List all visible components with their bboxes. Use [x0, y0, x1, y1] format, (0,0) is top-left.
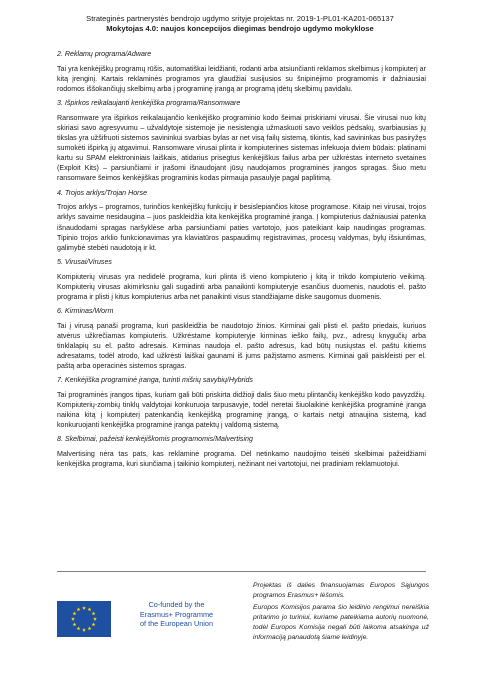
section-paragraph: Malvertising nėra tas pats, kas reklaminė programa. Dėl netinkamo naudojimo teisėti skelbimai pažeidžiami kenkėjiška programa, kuri siunčiama į taikinio kompiuterį, nežinant nei vartotojui, nei pradiniam reklamuotojui.	[57, 450, 426, 469]
project-subtitle: Mokytojas 4.0: naujos koncepcijos diegimas bendrojo ugdymo mokyklose	[106, 23, 374, 33]
section-title: 6. Kirminas/Worm	[57, 306, 114, 315]
eu-cofunding-logo	[57, 600, 232, 642]
eu-flag-icon	[57, 601, 111, 637]
eu-cofunding-text	[119, 600, 234, 629]
section-title: 4. Trojos arklys/Trojan Horse	[57, 188, 148, 197]
section-trojan	[57, 189, 426, 253]
footer-divider	[57, 571, 426, 572]
project-title: Strateginės partnerystės bendrojo ugdymo srityje projektas nr. 2019-1-PL01-KA201-065137	[86, 14, 394, 23]
disclaimer-paragraph: Europos Komisijos parama šio leidinio rengimui nereiškia pritarimo jo turiniui, kuriame pateikiama autorių nuomonė, todėl Europos Komisija negali būti laikoma atsakinga už informaciją panaudotą šiame leidinyje.	[253, 603, 429, 641]
eu-text-line: Co-funded by the	[148, 600, 205, 609]
section-worm	[57, 307, 426, 371]
eu-text-line: of the European Union	[139, 619, 214, 629]
section-hybrids	[57, 376, 426, 430]
section-title: 3. Išpirkos reikalaujanti kenkėjiška programa/Ransomware	[57, 99, 241, 108]
page-header	[60, 14, 420, 33]
eu-text-line: Erasmus+ Programme	[139, 609, 214, 619]
section-paragraph: Tai į virusą panaši programa, kuri paskleidžia be naudotojo žinios. Kirminai gali plisti el. pašto priedais, kuriuos atvėrus užkrečiamas kompiuteris. Užkrėstame kompiuteryje kirminas ieško failų, pvz., adresų knygučių arba tinklalapių su el. pašto adresais. Kirminas naudoja el. pašto adresus, kad būtų nusiųstas el. paštu kitiems adresatams, todėl atrodo, kad užkrėsti laiškai gaunami iš jums pažįstamo asmens. Kirminai gali paisklеisti per el. paštą arba operacinės sistemos spragas.	[57, 321, 426, 371]
section-adware	[57, 50, 426, 94]
section-ransomware	[57, 99, 426, 183]
section-paragraph: Trojos arklys – programos, turinčios kenkėjiškų funkcijų ir besislepiančios kitose programose. Kitaip nei virusai, trojos arklys savaime nesidaugina – juos paskleidžia kita kenkėjiška programinė įranga. Į kompiuterius dažniausiai patenka išnaudodami spragas naršyklėse arba parsiunčiami paties vartotojo, juos pateikiant kaip naudingas programas. Tipinio trojos arkliо funkcionavimas yra klaviatūros paspaudimų registravimas, procesų valdymas, bylų išsiuntimas, galimybė stebėti naudotoją ir kt.	[57, 203, 426, 252]
section-malvertising	[57, 435, 426, 469]
section-paragraph: Kompiuterių virusas yra nedidelė programa, kuri plinta iš vieno kompiuterio į kitą ir trikdo kompiuterio veikimą. Kompiuterių virusas akimirksniu gali sugadinti arba panaikinti kompiuteryje esančius duomenis, naudotis el. pašto programa ir plisti į kitus kompiuterius arba net panaikinti visus standžiajame diske saugomus duomenis.	[57, 272, 426, 301]
document-body	[57, 50, 426, 474]
section-title: 5. Virusai/Viruses	[57, 257, 112, 266]
section-viruses	[57, 258, 426, 302]
funding-disclaimer	[253, 581, 429, 644]
section-paragraph: Ransomware yra išpirkos reikalaujančio kenkėjiško programinio kodo šeimai priskiriami virusai. Šie virusai nuo kitų skiriasi savo agresyvumu – užvaldytoje sistemoje jie nesistengia užmaskuoti savo veiklos pėdsakų, svarbiausias jų tikslas yra užšifruoti sistemos savininkui svarbias bylas ar net visą failų sistemą, tikintis, kad savininkas bus pasiryžęs sumokėti išpirką jų atgavimui. Ransomware virusai plinta ir kompiuterines sistemas infekuoja dviem būdais: platinami kartu su SPAM elektroniniais laiškais, atidarius prisegtus kenkėjiškus failus arba per užkrėstas interneto svetaines (Exploit Kits) – parsiunčiami ir įrašomi išnaudojant jūsų naudojamos programinės įrangos spragas. Šiuo metu ransomware šeimos kenkėjiškas programinis kodas pirmauja pasaulyje pagal paplitimą.	[57, 113, 426, 183]
section-paragraph: Tai yra kenkėjiškų programų rūšis, automatiškai leidžianti, rodanti arba atsiunčianti reklamos skelbimus į kompiuterį ar kitą įrenginį. Kartais reklaminės programos yra glaudžiai susijusios su šnipinėjimo programomis ir dažniausiai rodomos iššokančiųjų skelbimų arba į programinę įrangą ar programą įdėtų skelbimų pavidalu.	[57, 64, 426, 93]
section-title: 2. Reklamų programa/Adware	[57, 50, 152, 58]
disclaimer-paragraph: Projektas iš dalies finansuojamas Europos Sąjungos programos Erasmus+ lėšomis.	[253, 582, 429, 599]
section-paragraph: Tai programinės įrangos tipas, kuriam gali būti priskirta didžioji dalis šiuo metu plintančių kenkėjiško kodo pavyzdžių. Kompiuterių-zombių tinklų valdytojai konkuruoja tarpusavyje, todėl neretai šiuolaikinė kenkėjiška programinė įranga naikina kitą į kompiuterį patenkančią kenkėjišką programinę įrangą, o kartais netgi atnaujina sistemą, kad konkuruojanti kenkėjiška programinė įranga patektų į valdomą sistemą.	[57, 390, 426, 430]
section-title: 8. Skelbimai, pažeisti kenkėjiškomis programomis/Malvertising	[57, 435, 253, 444]
section-title: 7. Kenkėjiška programinė įranga, turinti mišrių savybių/Hybrids	[57, 376, 253, 385]
